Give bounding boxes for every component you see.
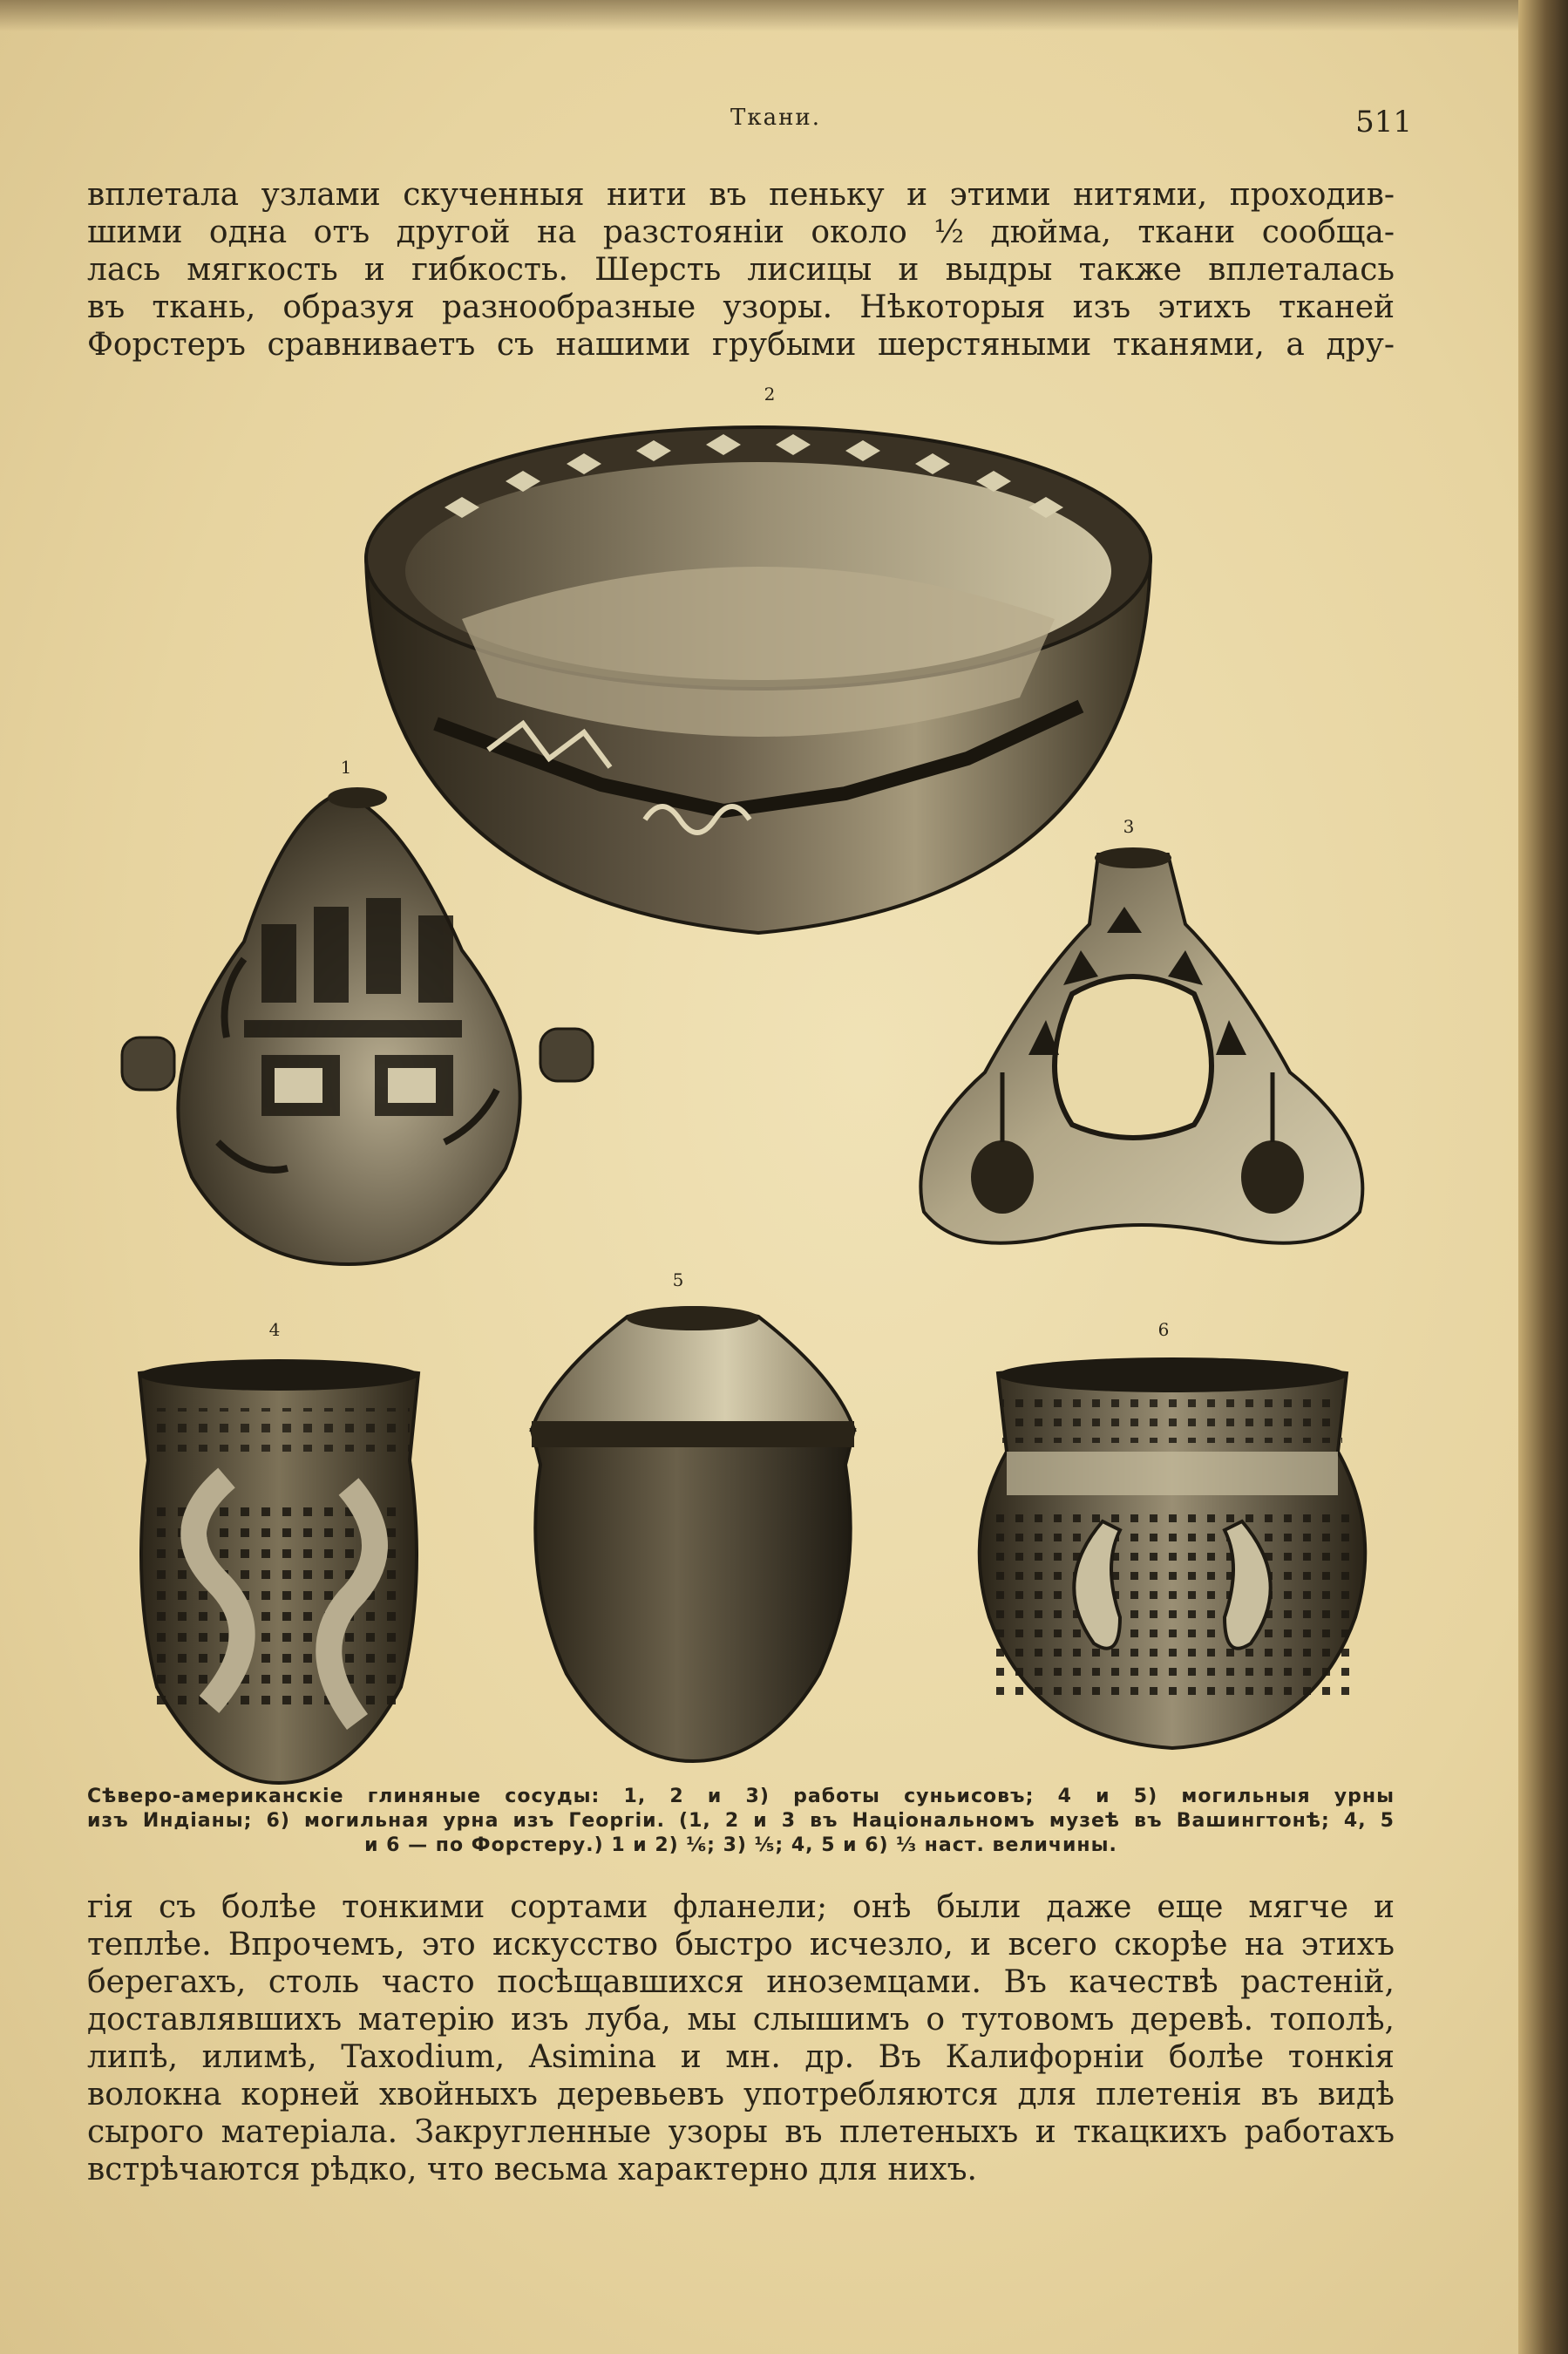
figure-label-6: 6 — [1157, 1319, 1170, 1340]
caption-line: и 6 — по Форстеру.) 1 и 2) ⅙; 3) ⅕; 4, 5 и 6) ⅓ наст. величины. — [364, 1834, 1117, 1856]
bottom-paragraph — [87, 1888, 1395, 2188]
text-line: въ ткань, образуя разнообразные узоры. Нѣкоторыя изъ этихъ тканей — [87, 289, 1395, 325]
page-number: 511 — [1355, 105, 1412, 139]
figure-label-4: 4 — [268, 1319, 281, 1340]
text-line: шими одна отъ другой на разстоянiи около ½ дюйма, ткани сообща- — [87, 214, 1395, 250]
burial-urn-indiana-illustration — [131, 1356, 427, 1792]
text-line: сырого матерiала. Закругленные узоры въ плетеныхъ и ткацкихъ работахъ — [87, 2114, 1395, 2150]
book-binding-edge — [1518, 0, 1568, 2354]
plain-burial-urn-illustration — [523, 1299, 863, 1770]
burial-urn-georgia-illustration — [972, 1356, 1373, 1757]
running-head: Ткани. — [730, 105, 821, 131]
figure-label-5: 5 — [672, 1269, 684, 1290]
top-paragraph — [87, 176, 1395, 364]
text-line: липѣ, илимѣ, Taxodium, Asimina и мн. др. Въ Калифорнiи болѣе тонкiя — [87, 2039, 1395, 2075]
text-line: лась мягкость и гибкость. Шерсть лисицы и выдры также вплеталась — [87, 252, 1395, 288]
text-line: гiя съ болѣе тонкими сортами фланели; онѣ были даже еще мягче и — [87, 1889, 1395, 1925]
text-line: встрѣчаются рѣдко, что весьма характерно для нихъ. — [87, 2152, 977, 2187]
caption-line: Сѣверо-американскiе глиняные сосуды: 1, 2 и 3) работы суньисовъ; 4 и 5) могильныя урны — [87, 1786, 1395, 1807]
text-line: доставлявшихъ матерiю изъ луба, мы слышимъ о тутовомъ деревѣ. тополѣ, — [87, 2002, 1395, 2038]
figure-label-3: 3 — [1123, 816, 1135, 837]
text-line: вплетала узлами скученныя нити въ пеньку и этими нитями, проходив- — [87, 177, 1395, 213]
text-line: Форстеръ сравниваетъ съ нашими грубыми шерстяными тканями, а дру- — [87, 327, 1395, 363]
figure-label-1: 1 — [340, 757, 352, 778]
figure-caption — [87, 1785, 1395, 1858]
page-top-shadow — [0, 0, 1568, 31]
caption-line: изъ Индiаны; 6) могильная урна изъ Георгiи. (1, 2 и 3 въ Нацiональномъ музеѣ въ Вашингтонѣ; 4, 5 — [87, 1810, 1395, 1832]
text-line: волокна корней хвойныхъ деревьевъ употребляются для плетенiя въ видѣ — [87, 2077, 1395, 2112]
canteen-vessel-illustration — [113, 776, 601, 1273]
ring-vessel-illustration — [906, 846, 1377, 1264]
figure-label-2: 2 — [764, 384, 776, 405]
text-line: теплѣе. Впрочемъ, это искусство быстро исчезло, и всего скорѣе на этихъ — [87, 1927, 1395, 1963]
text-line: берегахъ, столь часто посѣщавшихся иноземцами. Въ качествѣ растенiй, — [87, 1964, 1395, 2000]
